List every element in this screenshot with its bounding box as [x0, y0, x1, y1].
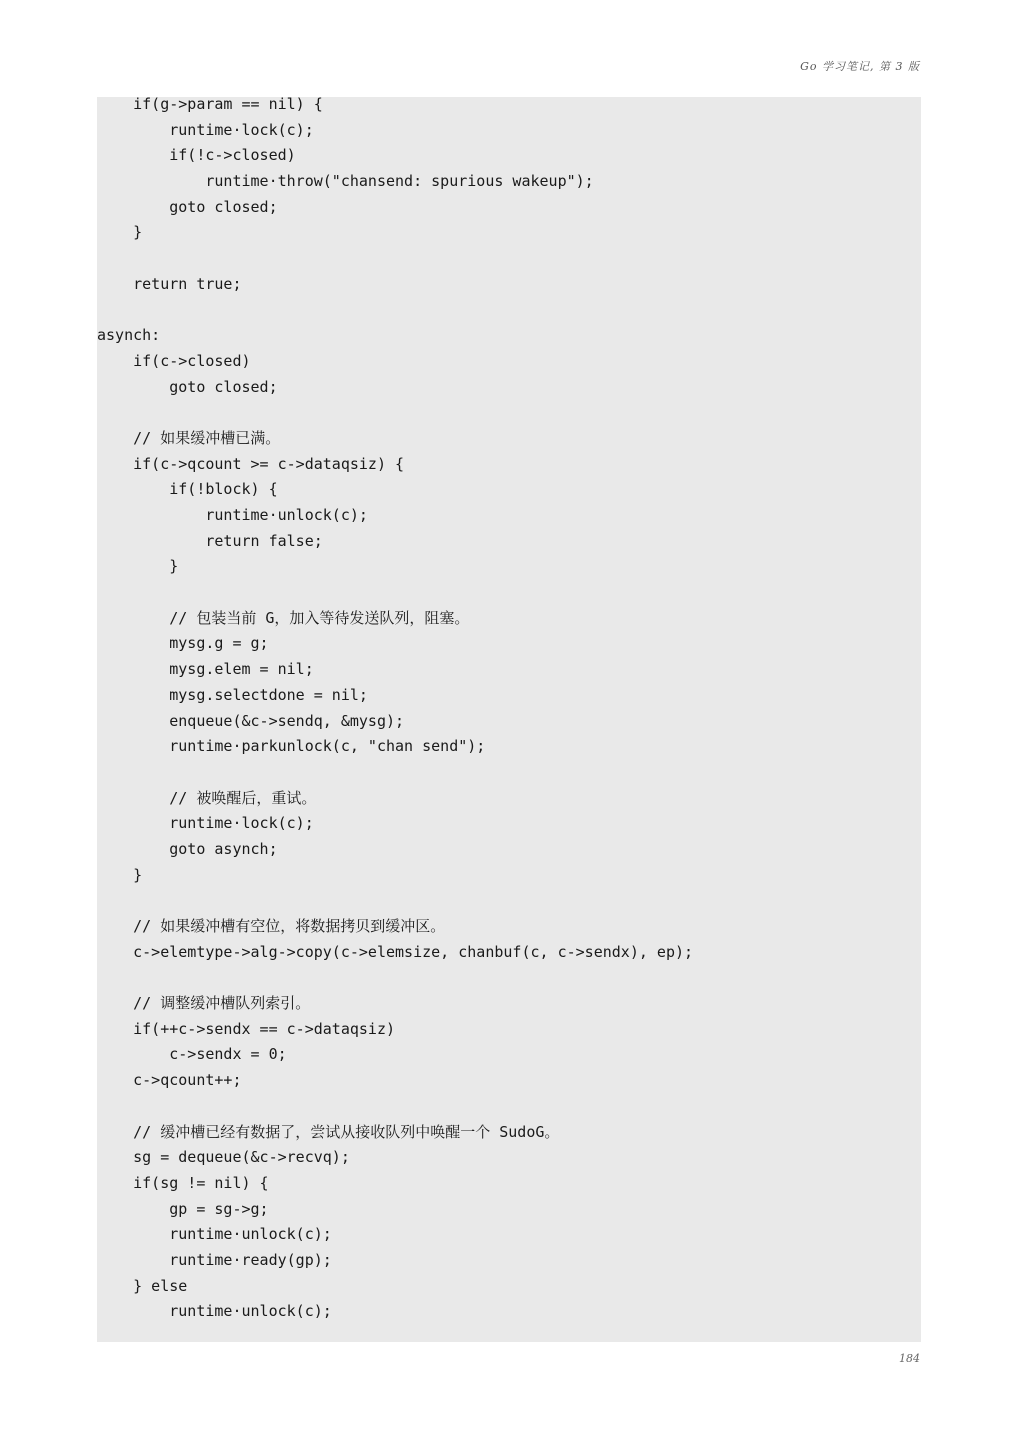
code-line: runtime·lock(c); — [97, 814, 314, 833]
code-line: } — [97, 223, 143, 242]
code-line: mysg.elem = nil; — [97, 660, 314, 679]
code-line: if(!c->closed) — [97, 146, 296, 165]
code-line: // 如果缓冲槽有空位，将数据拷贝到缓冲区。 — [97, 917, 446, 935]
code-block — [97, 97, 921, 1342]
code-line: enqueue(&c->sendq, &mysg); — [97, 711, 405, 730]
code-line: // 包装当前 G，加入等待发送队列，阻塞。 — [97, 608, 470, 627]
code-line: runtime·unlock(c); — [97, 506, 368, 524]
code-line: // 被唤醒后，重试。 — [97, 788, 317, 807]
code-line — [97, 1094, 693, 1120]
code-line: if(c->qcount >= c->dataqsiz) { — [97, 454, 405, 473]
code-line: c->qcount++; — [97, 1071, 242, 1090]
code-line: mysg.selectdone = nil; — [97, 685, 368, 704]
code-line — [97, 760, 693, 786]
code-line — [97, 246, 693, 272]
code-line: runtime·unlock(c); — [97, 1302, 332, 1321]
code-line: } — [97, 865, 143, 884]
code-line — [97, 965, 693, 991]
code-line: if(g->param == nil) { — [97, 95, 323, 113]
code-line: runtime·unlock(c); — [97, 1225, 332, 1244]
code-lines — [97, 92, 693, 1325]
code-line — [97, 298, 693, 324]
code-line: } else — [97, 1276, 188, 1295]
code-line — [97, 888, 693, 914]
code-line: if(++c->sendx == c->dataqsiz) — [97, 1019, 396, 1038]
code-line: goto closed; — [97, 197, 278, 216]
code-line: runtime·ready(gp); — [97, 1250, 332, 1269]
code-line: mysg.g = g; — [97, 634, 269, 653]
code-line — [97, 400, 693, 426]
code-line: runtime·throw("chansend: spurious wakeup"); — [97, 172, 594, 191]
code-line: return false; — [97, 531, 323, 550]
code-line: goto asynch; — [97, 839, 278, 858]
code-line: } — [97, 557, 179, 576]
code-line: if(sg != nil) { — [97, 1173, 269, 1192]
code-line: c->elemtype->alg->copy(c->elemsize, chanbuf(c, c->sendx), ep); — [97, 942, 694, 961]
code-line: // 如果缓冲槽已满。 — [97, 428, 281, 447]
running-header: Go 学习笔记, 第 3 版 — [800, 60, 920, 73]
page-number: 184 — [899, 1352, 920, 1365]
code-line: if(c->closed) — [97, 351, 251, 370]
code-line: // 调整缓冲槽队列索引。 — [97, 994, 311, 1013]
code-line: // 缓冲槽已经有数据了，尝试从接收队列中唤醒一个 SudoG。 — [97, 1122, 560, 1141]
code-line: runtime·parkunlock(c, "chan send"); — [97, 737, 486, 756]
code-line — [97, 580, 693, 606]
code-line: runtime·lock(c); — [97, 120, 314, 139]
code-line: goto closed; — [97, 377, 278, 396]
code-line: return true; — [97, 274, 242, 293]
code-line: sg = dequeue(&c->recvq); — [97, 1148, 350, 1167]
code-line: gp = sg->g; — [97, 1199, 269, 1218]
code-line: if(!block) { — [97, 480, 278, 499]
code-line: asynch: — [97, 326, 161, 345]
code-line: c->sendx = 0; — [97, 1045, 287, 1064]
